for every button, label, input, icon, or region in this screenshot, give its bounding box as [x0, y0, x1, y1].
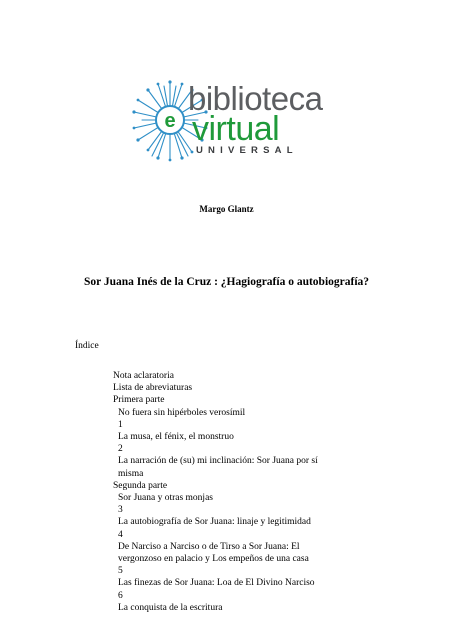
toc-item[interactable]: Lista de abreviaturas — [113, 383, 193, 394]
toc-item[interactable]: Las finezas de Sor Juana: Loa de El Divino Narciso — [118, 578, 315, 589]
toc-number: 4 — [118, 529, 123, 540]
document-title: Sor Juana Inés de la Cruz : ¿Hagiografía o autobiografía? — [83, 276, 370, 288]
logo-text-virtual: virtual — [192, 110, 280, 148]
toc-item[interactable]: La musa, el fénix, el monstruo — [118, 432, 234, 443]
toc-item[interactable]: Nota aclaratoria — [113, 371, 174, 381]
toc-item[interactable]: La autobiografía de Sor Juana: linaje y legitimidad — [118, 517, 311, 528]
table-of-contents — [113, 370, 343, 614]
author-name: Margo Glantz — [199, 204, 254, 214]
toc-item[interactable]: De Narciso a Narciso o de Tirso a Sor Juana: El vergonzoso en palacio y Los empeños de una casa — [118, 541, 309, 565]
toc-item[interactable]: Primera parte — [113, 395, 165, 406]
toc-item[interactable]: La conquista de la escritura — [118, 602, 223, 613]
toc-item[interactable]: No fuera sin hipérboles verosímil — [118, 407, 246, 418]
logo-text-biblioteca: biblioteca — [188, 80, 323, 117]
index-heading: Índice — [75, 341, 99, 351]
toc-item[interactable]: La narración de (su) mi inclinación: Sor Juana por sí misma — [118, 456, 318, 479]
biblioteca-virtual-logo — [130, 70, 330, 170]
toc-item[interactable]: Sor Juana y otras monjas — [118, 493, 213, 504]
toc-number: 6 — [118, 590, 123, 601]
toc-number: 5 — [118, 566, 123, 577]
toc-number: 1 — [118, 419, 123, 430]
toc-number: 2 — [118, 444, 123, 455]
logo-text-universal: UNIVERSAL — [196, 145, 298, 156]
svg-text:e: e — [164, 110, 176, 132]
toc-item[interactable]: Segunda parte — [113, 480, 168, 491]
toc-number: 3 — [118, 505, 123, 516]
